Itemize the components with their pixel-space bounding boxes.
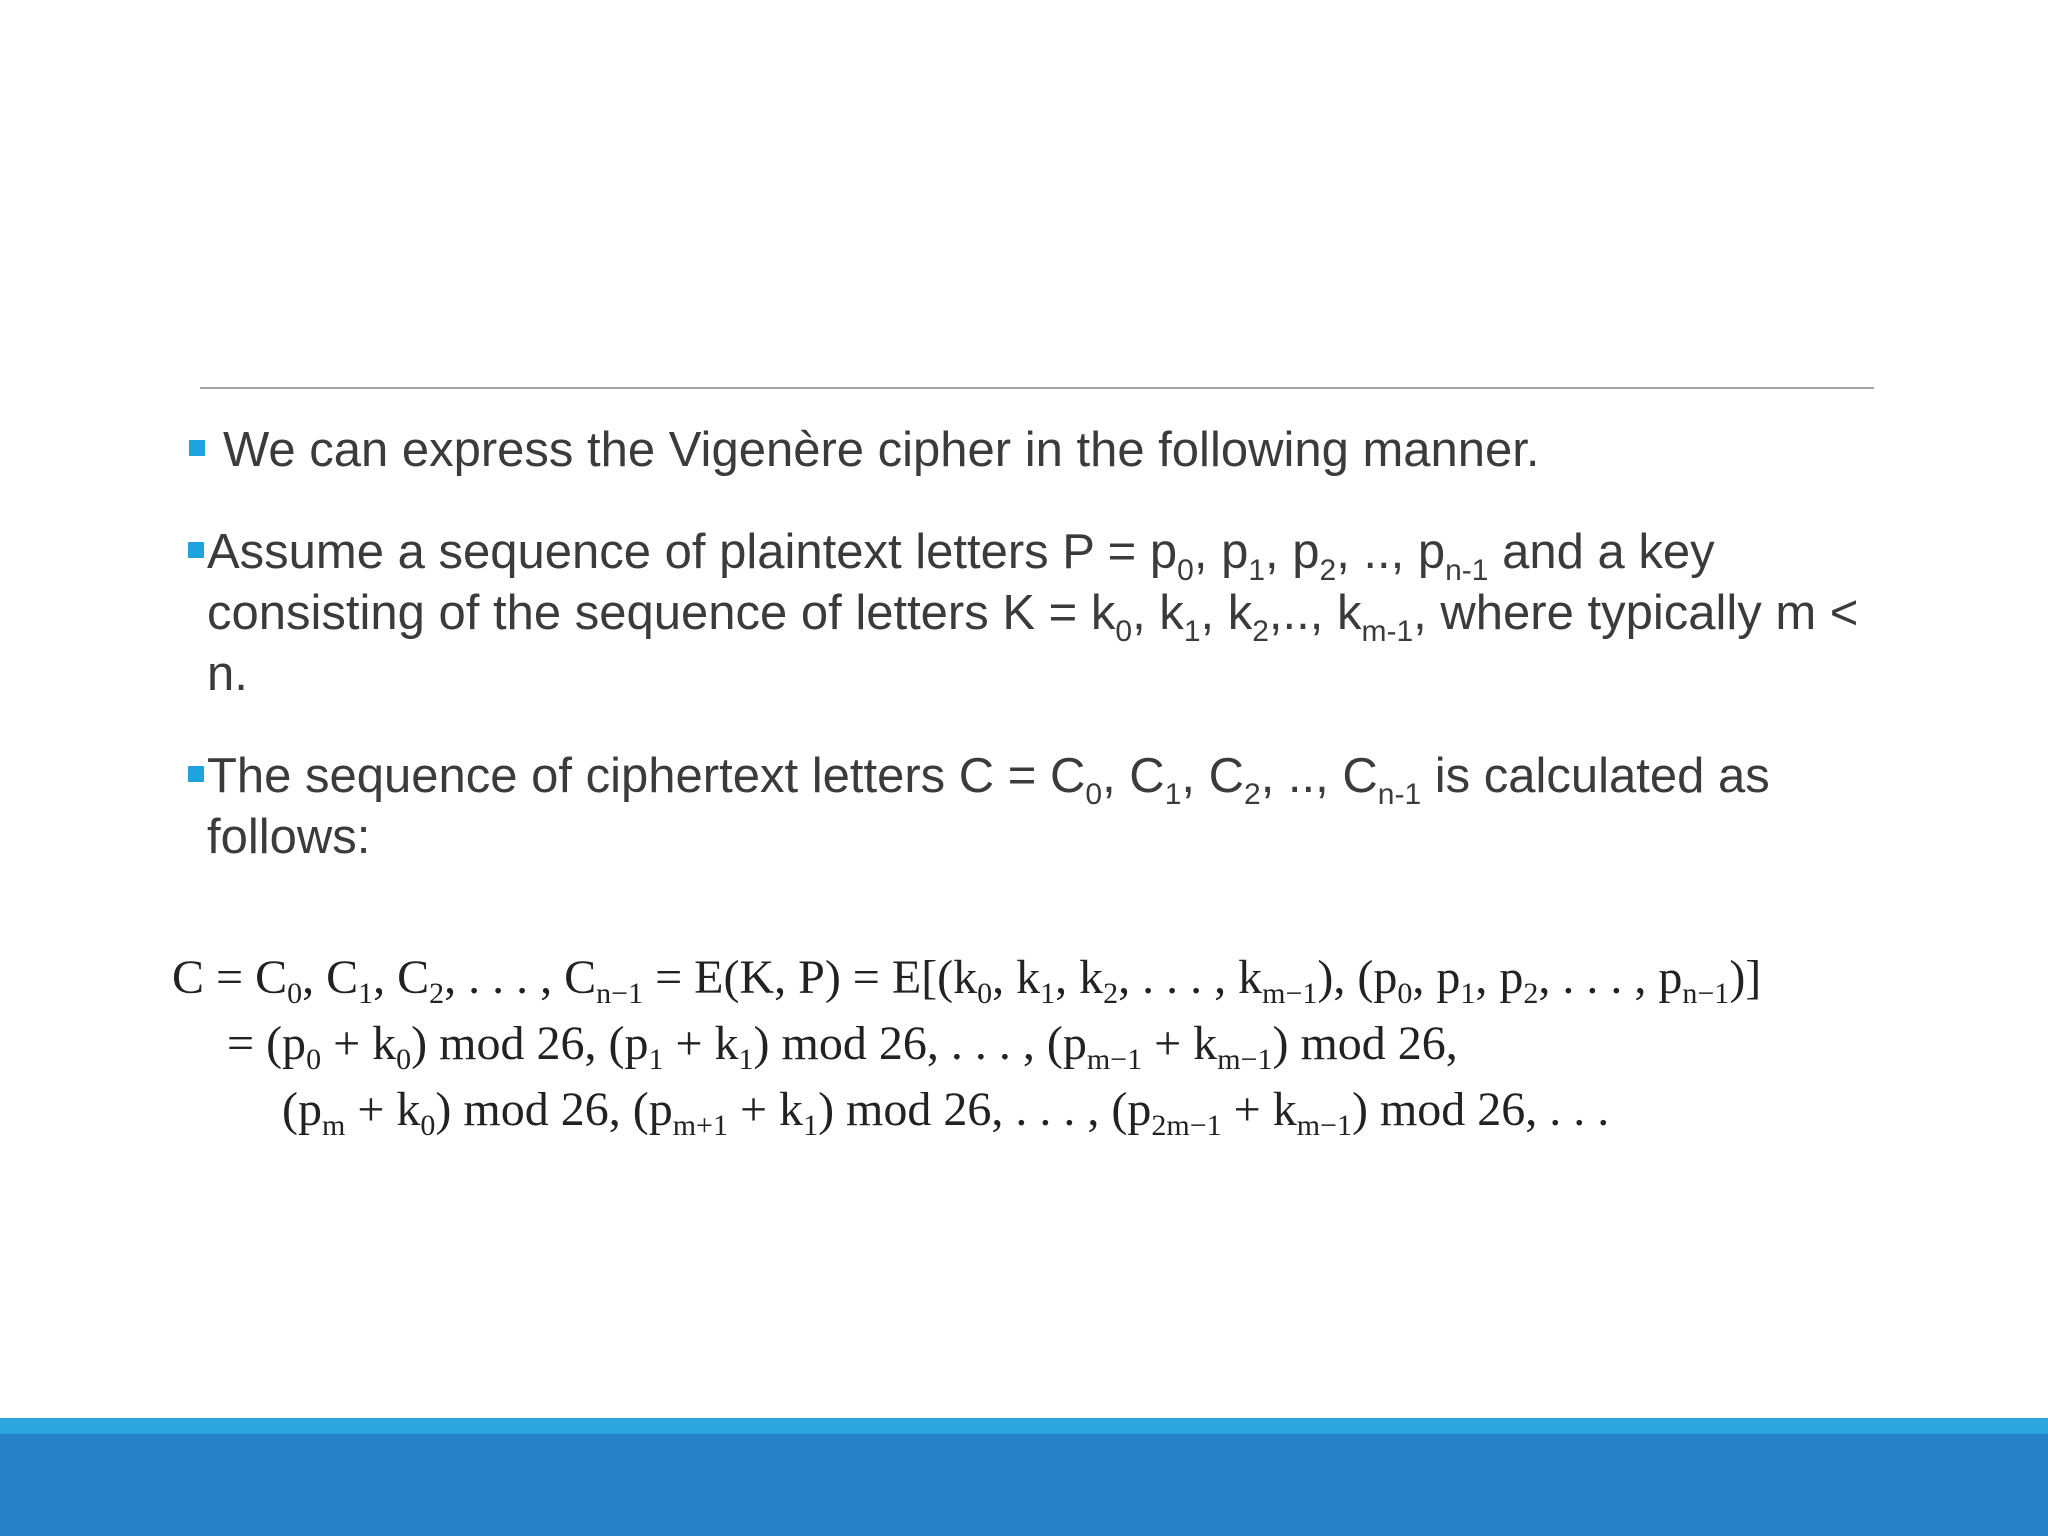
formula-text: , k (992, 951, 1041, 1004)
formula-text: + k (321, 1017, 397, 1070)
subscript: 2 (1252, 615, 1269, 648)
text-run: , .., p (1336, 525, 1446, 579)
formula-subscript: 2m−1 (1151, 1109, 1222, 1142)
footer-bar (0, 1434, 2048, 1536)
subscript: 2 (1244, 778, 1261, 811)
subscript: 1 (1183, 615, 1201, 648)
subscript: 0 (1085, 778, 1103, 811)
text-run: and a key consisting of the sequence of letters K = k (207, 525, 1715, 640)
text-run: , C (1102, 749, 1165, 803)
formula-text: , . . . , p (1538, 951, 1683, 1004)
footer-accent-bar (0, 1418, 2048, 1434)
formula-subscript: 1 (1460, 977, 1476, 1010)
formula-subscript: 0 (306, 1043, 322, 1076)
formula-text: = E(K, P) = E[(k (643, 951, 978, 1004)
subscript: 0 (1115, 615, 1133, 648)
formula-subscript: 1 (1040, 977, 1056, 1010)
formula-text: , C (373, 951, 430, 1004)
formula-line-3 (172, 1077, 1972, 1143)
formula-text: , . . . , C (444, 951, 597, 1004)
formula-text: , C (302, 951, 359, 1004)
formula-text: ) mod 26, . . . , (p (818, 1083, 1152, 1136)
formula-line-1 (172, 945, 1972, 1011)
formula-text: , . . . , k (1118, 951, 1263, 1004)
bullet-text (207, 525, 1858, 701)
formula-text: + k (345, 1083, 421, 1136)
formula-subscript: 0 (287, 977, 303, 1010)
formula-text: + k (727, 1083, 804, 1136)
formula-text: = (p (227, 1017, 307, 1070)
formula-line-2 (172, 1011, 1972, 1077)
formula-subscript: 0 (396, 1043, 412, 1076)
bullet-marker-icon (189, 440, 205, 456)
text-run: We can express the Vigenère cipher in the following manner. (223, 423, 1540, 477)
text-run: is calculated as follows: (207, 749, 1770, 864)
formula-subscript: n−1 (1682, 977, 1730, 1010)
vigenere-formula (172, 945, 1972, 1143)
bullet-list (185, 420, 1885, 909)
bullet-marker-icon (188, 542, 204, 558)
subscript: n-1 (1445, 554, 1489, 587)
formula-text: ) mod 26, . . . , (p (753, 1017, 1087, 1070)
formula-subscript: m−1 (1086, 1043, 1143, 1076)
subscript: 2 (1319, 554, 1337, 587)
formula-subscript: 2 (1103, 977, 1119, 1010)
subscript: 1 (1164, 778, 1182, 811)
formula-subscript: 0 (977, 977, 993, 1010)
formula-text: , p (1412, 951, 1461, 1004)
formula-text: C = C (172, 951, 288, 1004)
formula-subscript: n−1 (596, 977, 644, 1010)
formula-subscript: 2 (429, 977, 445, 1010)
formula-text: )] (1729, 951, 1762, 1004)
formula-subscript: 1 (738, 1043, 754, 1076)
bullet-item (185, 746, 1885, 868)
formula-text: ) mod 26, (p (411, 1017, 649, 1070)
title-divider (200, 387, 1874, 389)
text-run: , k (1200, 586, 1253, 640)
bullet-item (185, 522, 1885, 705)
formula-subscript: 1 (648, 1043, 664, 1076)
formula-subscript: m−1 (1217, 1043, 1273, 1076)
formula-text: ), (p (1317, 951, 1398, 1004)
subscript: 0 (1177, 554, 1194, 587)
text-run: , .., C (1260, 749, 1378, 803)
formula-text: + k (1142, 1017, 1218, 1070)
formula-text: ) mod 26, (p (435, 1083, 673, 1136)
bullet-text (207, 423, 1540, 477)
bullet-marker-icon (188, 766, 204, 782)
formula-text: (p (282, 1083, 322, 1136)
formula-subscript: 0 (1397, 977, 1413, 1010)
formula-text: , p (1475, 951, 1524, 1004)
formula-subscript: 0 (420, 1109, 436, 1142)
text-run: , p (1265, 525, 1320, 579)
text-run: Assume a sequence of plaintext letters P = p (207, 525, 1178, 579)
formula-subscript: m−1 (1296, 1109, 1352, 1142)
formula-text: , k (1055, 951, 1104, 1004)
text-run: , where typically m < n. (207, 586, 1859, 701)
text-run: , p (1193, 525, 1249, 579)
formula-subscript: 1 (358, 977, 374, 1010)
bullet-item (185, 420, 1885, 481)
formula-subscript: m (321, 1109, 346, 1142)
text-run: , C (1181, 749, 1244, 803)
text-run: The sequence of ciphertext letters C = C (207, 749, 1086, 803)
text-run: ,.., k (1268, 586, 1362, 640)
bullet-text (207, 749, 1770, 864)
formula-subscript: 1 (803, 1109, 819, 1142)
subscript: m-1 (1361, 615, 1414, 648)
formula-subscript: m−1 (1262, 977, 1318, 1010)
formula-text: + k (1221, 1083, 1297, 1136)
formula-subscript: 2 (1523, 977, 1539, 1010)
subscript: n-1 (1377, 778, 1422, 811)
formula-text: ) mod 26, (1272, 1017, 1458, 1070)
subscript: 1 (1248, 554, 1266, 587)
formula-text: ) mod 26, . . . (1351, 1083, 1610, 1136)
text-run: , k (1132, 586, 1184, 640)
formula-subscript: m+1 (672, 1109, 728, 1142)
formula-text: + k (663, 1017, 739, 1070)
